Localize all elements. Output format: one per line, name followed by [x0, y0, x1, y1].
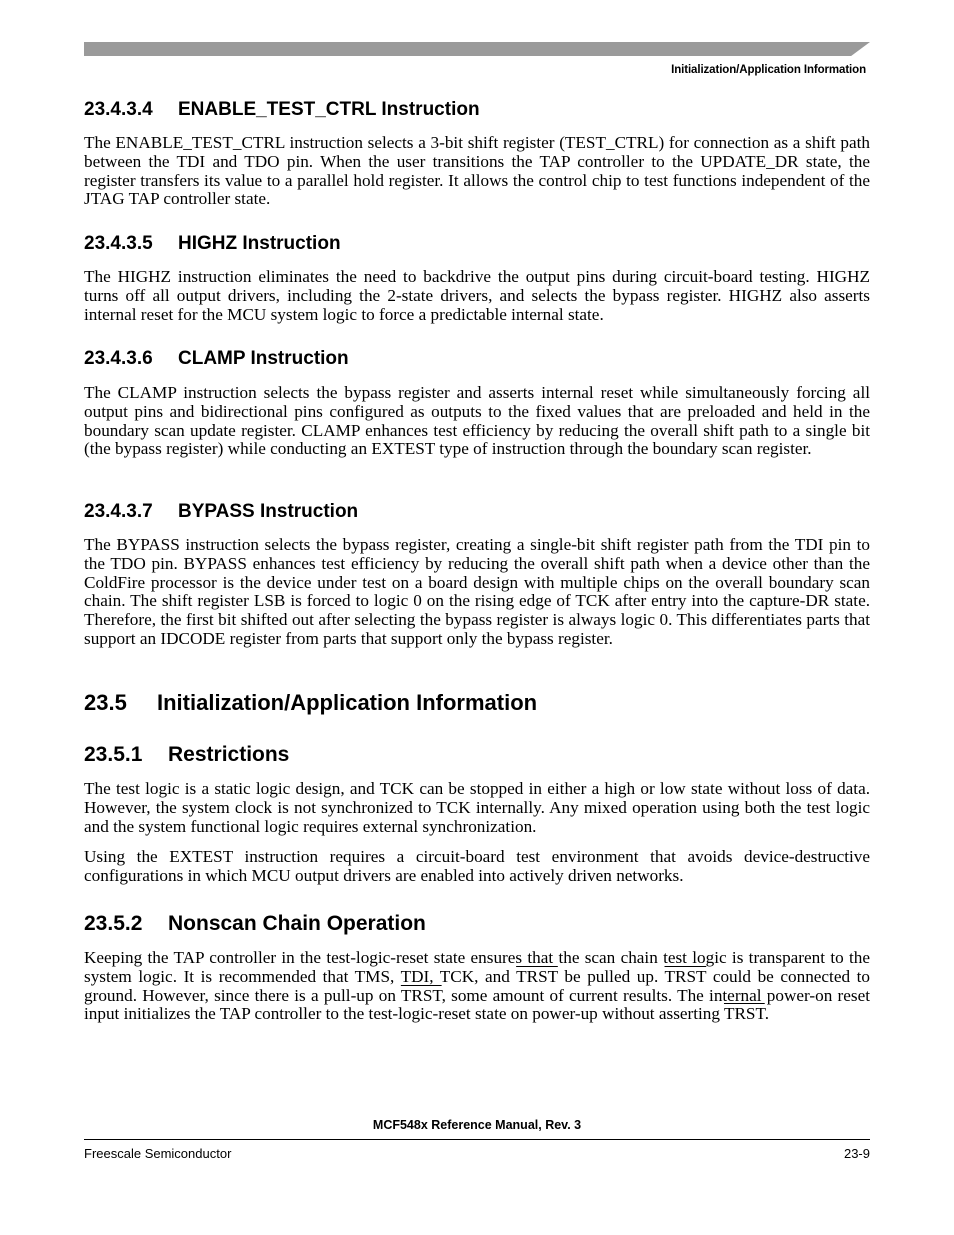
text-run: , some amount of current results. The internal power-on reset input initializes the TAP controller to the test-logic-reset state on power-up without asserting	[84, 985, 870, 1024]
section-title: BYPASS Instruction	[178, 501, 359, 522]
footer-manual-title: MCF548x Reference Manual, Rev. 3	[372, 1118, 582, 1132]
section-heading-23-5-2	[84, 910, 426, 938]
text-run: could be connected to ground. However, since there is a pull-up on	[84, 966, 870, 1005]
section-heading-23-4-3-5	[84, 232, 341, 256]
paragraph-highz: The HIGHZ instruction eliminates the need to backdrive the output pins during circuit-board testing. HIGHZ turns off all output drivers, including the 2-state drivers, and selects the bypass register. HIGHZ also asserts internal reset for the MCU system logic to force a predictable internal state.	[84, 267, 870, 324]
paragraph-bypass: The BYPASS instruction selects the bypass register, creating a single-bit shift register path from the TDI pin to the TDO pin. BYPASS enhances test efficiency by reducing the overall shift path when a device other than the ColdFire processor is the device under test on a board design with multiple chips on the overall boundary scan chain. The shift register LSB is forced to logic 0 on the rising edge of TCK after entry into the capture-DR state. Therefore, the first bit shifted out after selecting the bypass register is always logic 0. This differentiates parts that support an IDCODE register from parts that support only the bypass register.	[84, 535, 870, 648]
paragraph-clamp: The CLAMP instruction selects the bypass register and asserts internal reset while simultaneously forcing all output pins and bidirectional pins configured as outputs to the fixed values that are preloaded and held in the boundary scan update register. CLAMP enhances test efficiency by reducing the overall shift path to a single bit (the bypass register) while conducting an EXTEST type of instruction through the boundary scan register.	[84, 383, 870, 459]
section-heading-23-4-3-4	[84, 98, 480, 122]
paragraph-restrictions-2: Using the EXTEST instruction requires a circuit-board test environment that avoids device-destructive configurations in which MCU output drivers are enabled into actively driven networks.	[84, 847, 870, 885]
section-heading-23-4-3-7	[84, 500, 358, 524]
section-heading-23-4-3-6	[84, 347, 349, 371]
running-header: Initialization/Application Information	[671, 64, 866, 76]
section-number: 23.5.2	[84, 912, 143, 935]
signal-trst: TRST	[664, 966, 707, 986]
section-heading-23-5-1	[84, 741, 289, 769]
footer-page-number: 23-9	[843, 1146, 870, 1161]
signal-trst: TRST	[516, 966, 558, 986]
text-run: be pulled up.	[557, 966, 665, 986]
section-number: 23.5.1	[84, 743, 143, 766]
footer-divider	[84, 1139, 870, 1140]
section-title: Restrictions	[168, 743, 290, 766]
footer-company: Freescale Semiconductor	[84, 1146, 232, 1161]
section-number: 23.4.3.4	[84, 99, 153, 120]
paragraph-nonscan-chain	[84, 949, 870, 1024]
header-bar	[84, 42, 870, 56]
section-title: ENABLE_TEST_CTRL Instruction	[178, 99, 480, 120]
section-number: 23.4.3.6	[84, 348, 153, 369]
section-number: 23.4.3.5	[84, 233, 153, 254]
section-title: Nonscan Chain Operation	[168, 912, 426, 935]
signal-trst: TRST	[723, 1004, 765, 1024]
section-heading-23-5	[84, 689, 537, 717]
paragraph-enable-test-ctrl: The ENABLE_TEST_CTRL instruction selects a 3-bit shift register (TEST_CTRL) for connection as a shift path between the TDI and TDO pin. When the user transitions the TAP controller to the UPDATE_DR state, the register transfers its value to a parallel hold register. It allows the control chip to test functions independent of the JTAG TAP controller state.	[84, 133, 870, 209]
paragraph-restrictions-1: The test logic is a static logic design, and TCK can be stopped in either a high or low state without loss of data. However, the system clock is not synchronized to TCK internally. Any mixed operation using both the test logic and the system functional logic requires external synchronization.	[84, 779, 870, 836]
section-title: CLAMP Instruction	[178, 348, 349, 369]
text-run: Keeping the TAP controller in the test-logic-reset state ensures that the scan chain test logic is transparent to the system logic. It is recommended that TMS, TDI, TCK, and	[84, 948, 870, 986]
text-run: .	[764, 1004, 770, 1024]
section-title: HIGHZ Instruction	[178, 233, 341, 254]
section-title: Initialization/Application Information	[157, 690, 538, 715]
signal-trst: TRST	[400, 985, 442, 1005]
section-number: 23.4.3.7	[84, 501, 153, 522]
section-number: 23.5	[84, 690, 127, 715]
